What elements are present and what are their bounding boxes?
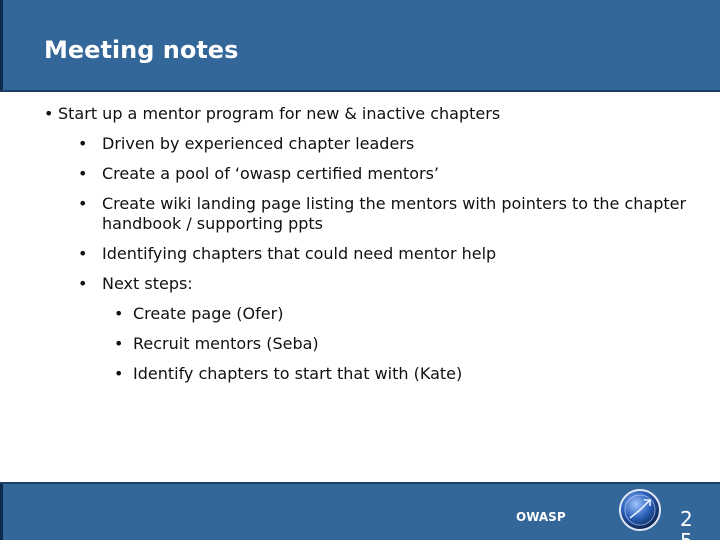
bullet-dot: • [114, 304, 124, 323]
bullet-dot: • [78, 164, 88, 183]
bullet-item [30, 244, 690, 264]
bullet-item [30, 304, 690, 324]
bullet-dot: • [114, 334, 124, 353]
bullet-text: Create wiki landing page listing the mentors with pointers to the chapter handbook / supporting ppts [102, 194, 687, 233]
slide-title: Meeting notes [44, 36, 239, 64]
bullet-item [30, 194, 690, 234]
page-number: 25 [680, 507, 693, 553]
bullet-text: Create page (Ofer) [133, 304, 284, 323]
bullet-text: Recruit mentors (Seba) [133, 334, 319, 353]
bullet-item [30, 104, 690, 124]
bullet-dot: • [78, 194, 88, 213]
bullet-dot: • [114, 364, 124, 383]
bullet-text: Driven by experienced chapter leaders [102, 134, 415, 153]
header-divider [0, 90, 720, 92]
slide-content [30, 104, 690, 394]
bullet-item [30, 274, 690, 294]
footer-org-label: OWASP [516, 510, 566, 524]
bullet-dot: • [44, 104, 54, 123]
bullet-item [30, 134, 690, 154]
bullet-text: Create a pool of ‘owasp certified mentors’ [102, 164, 439, 183]
bullet-text: Identifying chapters that could need mentor help [102, 244, 497, 263]
bullet-text: Start up a mentor program for new & inactive chapters [58, 104, 501, 123]
bullet-item [30, 164, 690, 184]
owasp-globe-icon [618, 488, 662, 532]
bullet-item [30, 364, 690, 384]
footer-bar [0, 482, 720, 540]
bullet-dot: • [78, 244, 88, 263]
bullet-text: Identify chapters to start that with (Kate) [133, 364, 463, 383]
bullet-dot: • [78, 134, 88, 153]
bullet-item [30, 334, 690, 354]
bullet-dot: • [78, 274, 88, 293]
footer-divider [0, 482, 720, 484]
bullet-text: Next steps: [102, 274, 193, 293]
